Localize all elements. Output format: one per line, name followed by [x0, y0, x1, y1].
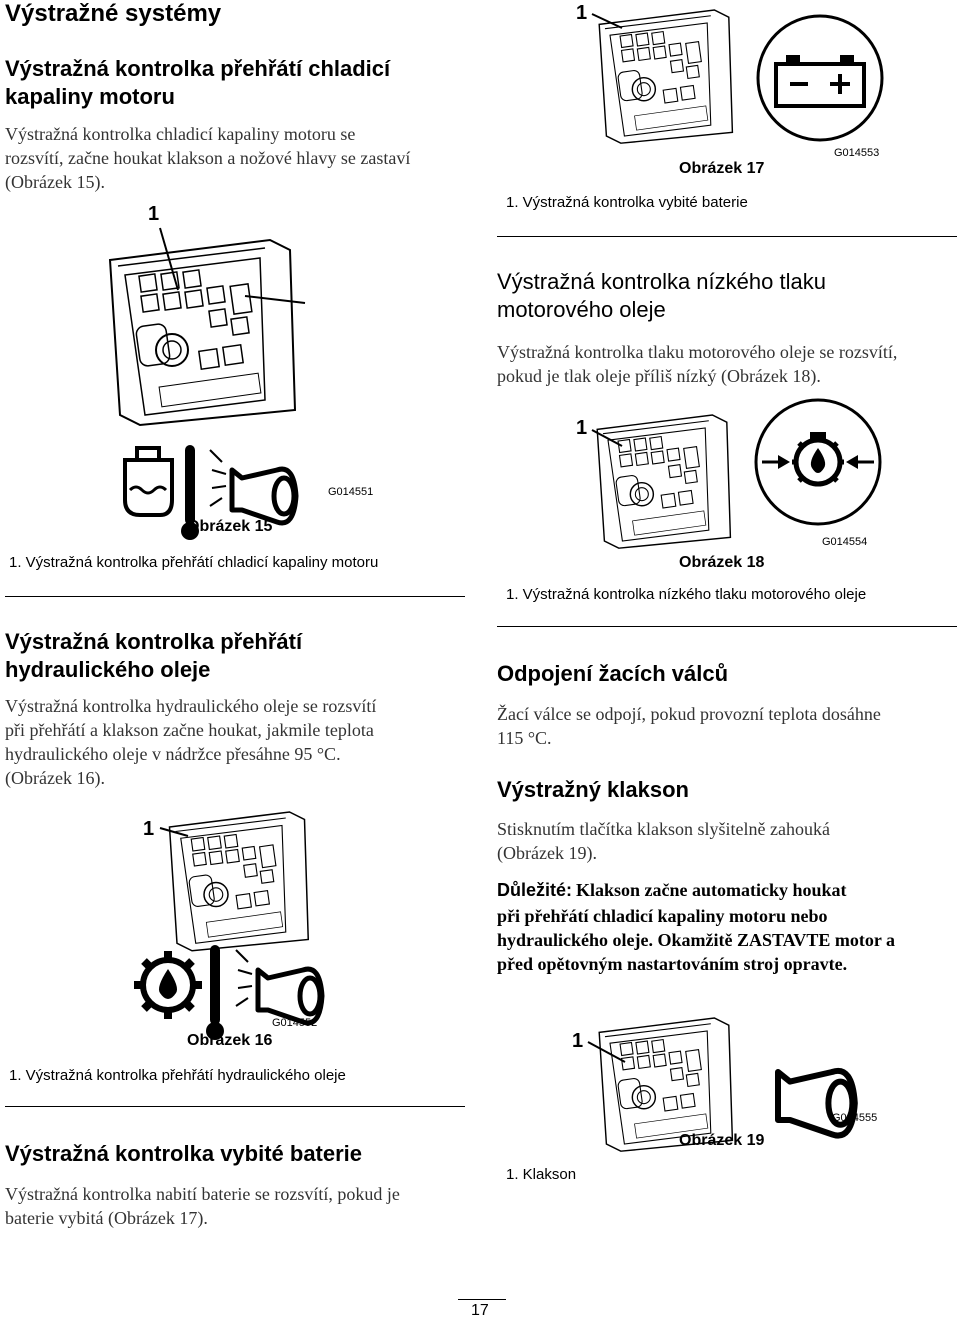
oil-body-line2: pokud je tlak oleje příliš nízký (Obrázek 18). [497, 366, 821, 386]
reels-body-line2: 115 °C. [497, 728, 552, 748]
horn-heading: Výstražný klakson [497, 777, 689, 802]
hydraulic-body-line2: při přehřátí a klakson začne houkat, jakmile teplota [5, 720, 374, 740]
oil-body-line1: Výstražná kontrolka tlaku motorového oleje se rozsvítí, [497, 342, 898, 362]
note-line2: při přehřátí chladicí kapaliny motoru nebo [497, 906, 828, 926]
reels-heading: Odpojení žacích válců [497, 661, 729, 686]
hydraulic-body-line1: Výstražná kontrolka hydraulického oleje se rozsvítí [5, 696, 377, 716]
fig16-code: G014552 [272, 1017, 318, 1029]
fig19-caption: 1. Klakson [506, 1166, 577, 1183]
hydraulic-body-line4: (Obrázek 16). [5, 768, 105, 788]
battery-body-line2: baterie vybitá (Obrázek 17). [5, 1208, 208, 1228]
coolant-body-line2: rozsvítí, začne houkat klakson a nožové hlavy se zastaví [5, 148, 411, 168]
coolant-heading-line2: kapaliny motoru [5, 84, 175, 109]
fig19-code: G014555 [832, 1112, 878, 1124]
oil-heading-line1: Výstražná kontrolka nízkého tlaku [497, 269, 826, 294]
battery-body-line1: Výstražná kontrolka nabití baterie se rozsvítí, pokud je [5, 1184, 400, 1204]
coolant-body-line3: (Obrázek 15). [5, 172, 105, 192]
note-line4: před opětovným nastartováním stroj opravte. [497, 954, 848, 974]
fig15-callout: 1 [148, 203, 160, 225]
oil-heading-line2: motorového oleje [497, 297, 666, 322]
hydraulic-heading-line2: hydraulického oleje [5, 657, 211, 682]
fig15-caption: 1. Výstražná kontrolka přehřátí chladicí kapaliny motoru [9, 554, 379, 571]
fig17-code: G014553 [834, 147, 880, 159]
reels-body-line1: Žací válce se odpojí, pokud provozní teplota dosáhne [497, 704, 881, 724]
horn-icon [778, 1071, 855, 1136]
fig17-callout: 1 [576, 2, 588, 24]
fig18-caption: 1. Výstražná kontrolka nízkého tlaku motorového oleje [506, 586, 867, 603]
note-label: Důležité: [497, 880, 573, 900]
fig16-label: Obrázek 16 [187, 1032, 273, 1049]
horn-body-line2: (Obrázek 19). [497, 843, 597, 863]
fig18-code: G014554 [822, 536, 868, 548]
fig16-callout: 1 [143, 818, 155, 840]
coolant-body-line1: Výstražná kontrolka chladicí kapaliny motoru se [5, 124, 356, 144]
page-title: Výstražné systémy [5, 0, 222, 27]
page-number-rule [458, 1299, 506, 1300]
hydraulic-body-line3: hydraulického oleje v nádržce přesáhne 95 °C. [5, 744, 341, 764]
battery-heading: Výstražná kontrolka vybité baterie [5, 1141, 363, 1166]
fig15-code: G014551 [328, 486, 374, 498]
coolant-heading-line1: Výstražná kontrolka přehřátí chladicí [5, 56, 391, 81]
fig17-caption: 1. Výstražná kontrolka vybité baterie [506, 194, 748, 211]
fig18-callout: 1 [576, 417, 588, 439]
note-line3: hydraulického oleje. Okamžitě ZASTAVTE motor a [497, 930, 896, 950]
fig17-label: Obrázek 17 [679, 160, 765, 177]
horn-body-line1: Stisknutím tlačítka klakson slyšitelně zahouká [497, 819, 830, 839]
page-number: 17 [471, 1302, 489, 1319]
fig16-caption: 1. Výstražná kontrolka přehřátí hydraulického oleje [9, 1067, 346, 1084]
fig19-callout: 1 [572, 1030, 584, 1052]
fig18-label: Obrázek 18 [679, 554, 765, 571]
fig19-label: Obrázek 19 [679, 1132, 765, 1149]
note-line1: Klakson začne automaticky houkat [576, 880, 847, 900]
fig15-label: Obrázek 15 [187, 518, 273, 535]
hydraulic-heading-line1: Výstražná kontrolka přehřátí [5, 629, 303, 654]
